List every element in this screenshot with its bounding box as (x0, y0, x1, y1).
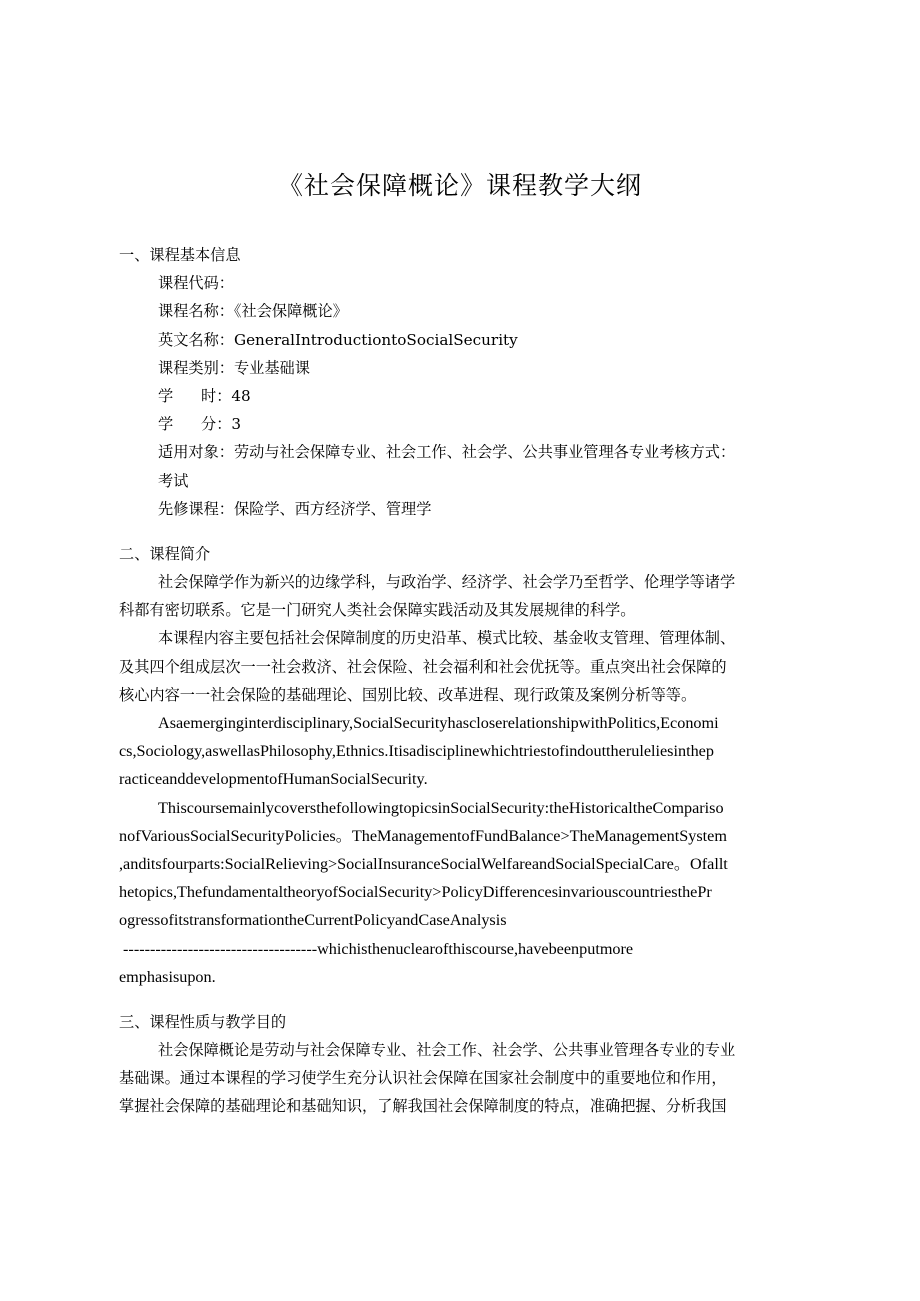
intro-en-para2-line3: ,anditsfourparts:SocialRelieving>SocialInsuranceSocialWelfareandSocialSpecialCare。Ofallt (119, 854, 728, 873)
english-name-field: 英文名称：GeneralIntroductiontoSocialSecurity (158, 330, 518, 349)
applicable-field-line2: 考试 (158, 471, 189, 490)
intro-en-para1-line3: racticeanddevelopmentofHumanSocialSecurity. (119, 770, 428, 789)
intro-en-para2-line7: emphasisupon. (119, 967, 216, 986)
applicable-field-line1: 适用对象：劳动与社会保障专业、社会工作、社会学、公共事业管理各专业考核方式： (158, 443, 736, 462)
intro-en-para2-line2: nofVariousSocialSecurityPolicies。TheManagementofFundBalance>TheManagementSystem (119, 826, 727, 845)
intro-para1-line1: 社会保障学作为新兴的边缘学科，与政治学、经济学、社会学乃至哲学、伦理学等诸学 (158, 573, 736, 592)
credits-value: 分：3 (201, 415, 242, 434)
intro-en-para1-line1: Asaemerginginterdisciplinary,SocialSecurityhascloserelationshipwithPolitics,Economi (158, 714, 719, 732)
intro-en-para2-line5: ogressofitstransformationtheCurrentPolicyandCaseAnalysis (119, 911, 507, 930)
credits-field (119, 410, 809, 438)
section-heading-introduction: 二、课程简介 (119, 544, 211, 563)
intro-para2-line1: 本课程内容主要包括社会保障制度的历史沿革、模式比较、基金收支管理、管理体制、 (158, 629, 736, 648)
hours-value: 时：48 (201, 386, 251, 405)
prerequisites-field: 先修课程：保险学、西方经济学、管理学 (158, 499, 432, 518)
section-gap (119, 523, 809, 540)
document-body (119, 241, 809, 1121)
nature-line3: 掌握社会保障的基础理论和基础知识，了解我国社会保障制度的特点，准确把握、分析我国 (119, 1097, 727, 1116)
section-heading-basic-info: 一、课程基本信息 (119, 246, 241, 264)
intro-en-para2-line6: ------------------------------------whichisthenuclearofthiscourse,havebeenputmore (119, 939, 634, 958)
nature-line1: 社会保障概论是劳动与社会保障专业、社会工作、社会学、公共事业管理各专业的专业 (158, 1041, 736, 1060)
course-code-field: 课程代码： (158, 274, 234, 293)
intro-en-para1-line2: cs,Sociology,aswellasPhilosophy,Ethnics.Itisadisciplinewhichtriestofindouttheruleliesinthep (119, 742, 714, 761)
course-type-field: 课程类别：专业基础课 (158, 358, 310, 377)
section-heading-nature-purpose: 三、课程性质与教学目的 (119, 1012, 287, 1031)
intro-en-para2-line1: ThiscoursemainlycoversthefollowingtopicsinSocialSecurity:theHistoricaltheCompariso (158, 798, 724, 817)
hours-field (119, 382, 809, 410)
hours-label-char: 学 (158, 386, 174, 405)
course-name-field: 课程名称：《社会保障概论》 (158, 302, 348, 321)
intro-en-para2-line4: hetopics,ThefundamentaltheoryofSocialSecurity>PolicyDifferencesinvariouscountriesthePr (119, 883, 712, 902)
intro-para1-line2: 科都有密切联系。它是一门研究人类社会保障实践活动及其发展规律的科学。 (119, 601, 636, 620)
intro-para2-line2: 及其四个组成层次一一社会救济、社会保险、社会福利和社会优抚等。重点突出社会保障的 (119, 657, 727, 676)
nature-line2: 基础课。通过本课程的学习使学生充分认识社会保障在国家社会制度中的重要地位和作用， (119, 1069, 727, 1088)
document-title: 《社会保障概论》课程教学大纲 (277, 171, 642, 200)
section-gap (119, 991, 809, 1008)
credits-label-char: 学 (158, 415, 174, 434)
intro-para2-line3: 核心内容一一社会保险的基础理论、国别比较、改革进程、现行政策及案例分析等等。 (119, 685, 697, 704)
